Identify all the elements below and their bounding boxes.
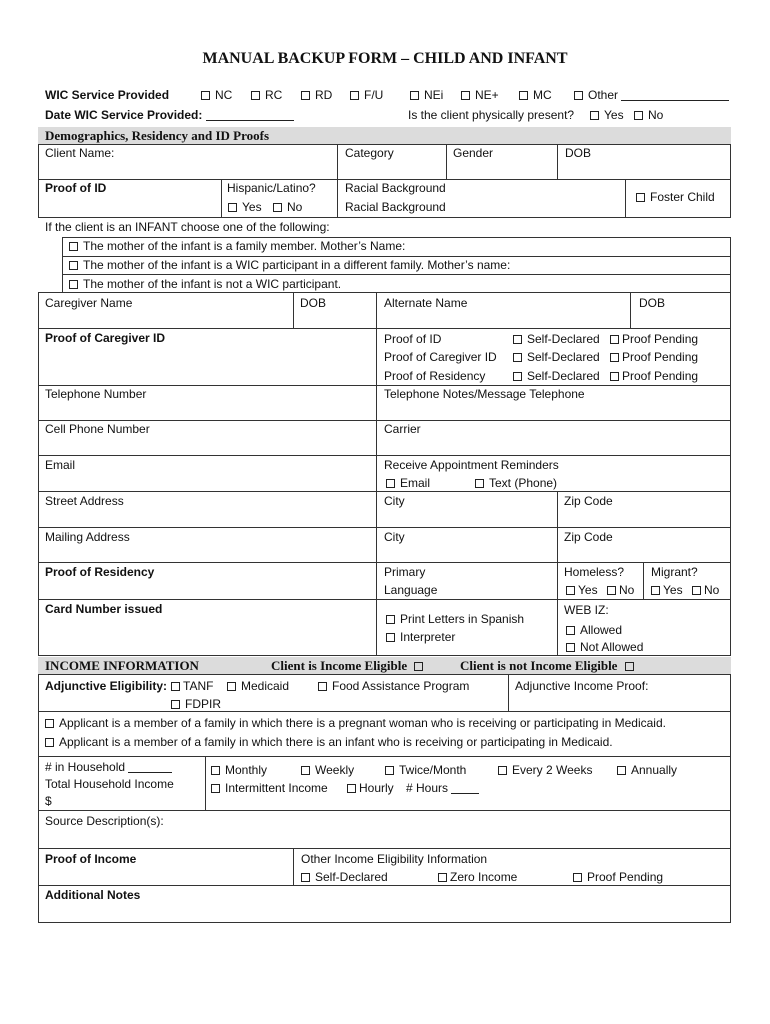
infant-option-text: The mother of the infant is not a WIC participant. [83,277,342,291]
checkbox-icon [566,626,575,635]
self-declared-label: Self-Declared [527,332,600,346]
checkbox-icon [414,662,423,671]
date-service-text: Date WIC Service Provided: [45,108,203,122]
household-label: # in Household [45,760,126,774]
other-info-label: Other Income Eligibility Information [301,852,488,866]
checkbox-icon [386,633,395,642]
racial-background-1[interactable]: Racial Background [345,181,446,195]
fdpir-label: FDPIR [185,697,221,711]
twice-month-checkbox[interactable] [385,763,466,778]
checkbox-icon [69,280,78,289]
checkbox-icon [171,700,180,709]
wic-other-label: Other [588,88,619,102]
gender-label[interactable]: Gender [453,146,494,160]
tanf-label: TANF [183,679,214,693]
zero-income-label: Zero Income [450,870,518,884]
reminder-text-checkbox[interactable] [475,476,557,491]
zero-income-checkbox[interactable] [438,870,517,885]
city-label[interactable]: City [384,494,405,508]
income-eligible-label: Client is Income Eligible [271,658,408,673]
email-label[interactable]: Email [45,458,76,472]
date-service-label [45,108,294,123]
intermittent-checkbox[interactable] [211,781,328,796]
racial-background-2[interactable]: Racial Background [345,200,446,214]
wic-nei-label: NEi [424,88,444,102]
caregiver-name-label[interactable]: Caregiver Name [45,296,133,310]
wic-service-label: WIC Service Provided [45,88,170,102]
caregiver-dob-label[interactable]: DOB [300,296,327,310]
wic-rd-label: RD [315,88,333,102]
proof-pending-label: Proof Pending [622,350,699,364]
proof-residency-pending[interactable] [610,369,698,384]
no-label: No [704,583,720,597]
proof-residency-label[interactable]: Proof of Residency [45,565,155,579]
member-pregnant-checkbox[interactable] [45,716,666,731]
foster-child-label: Foster Child [650,190,715,204]
weekly-checkbox[interactable] [301,763,354,778]
income-proof-pending-checkbox[interactable] [573,870,663,885]
migrant-yes-checkbox[interactable] [651,583,683,598]
checkbox-icon [410,91,419,100]
hourly-label: Hourly [359,781,394,795]
twice-month-label: Twice/Month [399,763,467,777]
mailing-zip-label[interactable]: Zip Code [564,530,613,544]
telephone-label[interactable]: Telephone Number [45,387,147,401]
checkbox-icon [69,261,78,270]
checkbox-icon [513,353,522,362]
checkbox-icon [301,91,310,100]
telephone-notes-label[interactable]: Telephone Notes/Message Telephone [384,387,585,401]
checkbox-icon [590,111,599,120]
other-blank[interactable] [621,89,729,101]
checkbox-icon [301,873,310,882]
checkbox-icon [610,335,619,344]
checkbox-icon [69,242,78,251]
wic-fu-checkbox[interactable] [350,88,383,103]
page-title: MANUAL BACKUP FORM – CHILD AND INFANT [202,50,568,67]
homeless-yes-checkbox[interactable] [566,583,598,598]
alternate-name-label[interactable]: Alternate Name [384,296,468,310]
adjunctive-proof-label[interactable]: Adjunctive Income Proof: [515,679,649,693]
monthly-checkbox[interactable] [211,763,267,778]
income-heading: INCOME INFORMATION [45,658,199,673]
interpreter-checkbox[interactable] [386,630,455,645]
checkbox-icon [610,372,619,381]
intermittent-label: Intermittent Income [225,781,328,795]
present-no-checkbox[interactable] [634,108,663,123]
checkbox-icon [461,91,470,100]
source-description-label[interactable]: Source Description(s): [45,814,164,828]
checkbox-icon [475,479,484,488]
language-label[interactable]: Language [384,583,438,597]
no-label: No [648,108,664,122]
proof-residency-self-declared[interactable] [513,369,600,384]
proof-id-pending[interactable] [610,332,698,347]
checkbox-icon [45,719,54,728]
demographics-heading: Demographics, Residency and ID Proofs [45,128,270,143]
proof-pending-label: Proof Pending [622,369,699,383]
checkbox-icon [45,738,54,747]
tanf-checkbox[interactable] [171,679,213,694]
checkbox-icon [498,766,507,775]
proof-id-self-declared[interactable] [513,332,600,347]
mailing-city-label[interactable]: City [384,530,405,544]
checkbox-icon [211,766,220,775]
checkbox-icon [610,353,619,362]
infant-option-not-participant[interactable] [69,277,341,292]
category-label[interactable]: Category [345,146,394,160]
checkbox-icon [566,643,575,652]
checkbox-icon [566,586,575,595]
migrant-label: Migrant? [651,565,698,579]
checkbox-icon [228,203,237,212]
proof-caregiver-id-label[interactable]: Proof of Caregiver ID [45,331,166,345]
hispanic-no-checkbox[interactable] [273,200,302,215]
wic-fu-label: F/U [364,88,384,102]
street-address-label[interactable]: Street Address [45,494,124,508]
household-blank[interactable] [128,761,172,773]
zip-label[interactable]: Zip Code [564,494,613,508]
date-service-blank[interactable] [206,109,294,121]
checkbox-icon [651,586,660,595]
wic-mc-checkbox[interactable] [519,88,552,103]
hours-field[interactable] [406,781,479,796]
fdpir-checkbox[interactable] [171,697,221,712]
checkbox-icon [636,193,645,202]
wic-mc-label: MC [533,88,552,102]
proof-of-id-label[interactable]: Proof of ID [45,181,107,195]
additional-notes-label[interactable]: Additional Notes [45,888,141,902]
client-name-label[interactable]: Client Name: [45,146,115,160]
income-eligible-checkbox[interactable] [271,658,428,673]
checkbox-icon [211,784,220,793]
web-iz-not-allowed-checkbox[interactable] [566,640,643,655]
member-infant-label: Applicant is a member of a family in which there is an infant who is receiving or participating in Medicaid. [59,735,613,749]
checkbox-icon [301,766,310,775]
checkbox-icon [573,873,582,882]
self-declared-label: Self-Declared [527,369,600,383]
dollar-sign[interactable]: $ [45,794,52,808]
wic-ne-plus-checkbox[interactable] [461,88,499,103]
yes-label: Yes [663,583,683,597]
checkbox-icon [201,91,210,100]
checkbox-icon [251,91,260,100]
interpreter-label: Interpreter [400,630,456,644]
wic-ne-plus-label: NE+ [475,88,499,102]
adjunctive-label: Adjunctive Eligibility: [45,679,168,693]
annually-checkbox[interactable] [617,763,677,778]
checkbox-icon [227,682,236,691]
checkbox-icon [386,615,395,624]
weekly-label: Weekly [315,763,355,777]
checkbox-icon [574,91,583,100]
checkbox-icon [350,91,359,100]
proof-row-caregiver-id: Proof of Caregiver ID [384,350,497,364]
infant-option-family-member[interactable] [69,239,405,254]
cell-phone-label[interactable]: Cell Phone Number [45,422,150,436]
proof-pending-label: Proof Pending [587,870,664,884]
proof-caregiver-self-declared[interactable] [513,350,600,365]
wic-rc-checkbox[interactable] [251,88,282,103]
wic-nei-checkbox[interactable] [410,88,443,103]
print-spanish-checkbox[interactable] [386,612,524,627]
allowed-label: Allowed [580,623,623,637]
card-number-label[interactable]: Card Number issued [45,602,163,616]
checkbox-icon [438,873,447,882]
infant-option-text: The mother of the infant is a family member. Mother’s Name: [83,239,406,253]
no-label: No [619,583,635,597]
present-yes-checkbox[interactable] [590,108,624,123]
checkbox-icon [318,682,327,691]
proof-caregiver-pending[interactable] [610,350,698,365]
checkbox-icon [273,203,282,212]
medicaid-label: Medicaid [241,679,290,693]
monthly-label: Monthly [225,763,268,777]
total-income-label: Total Household Income [45,777,174,791]
yes-label: Yes [242,200,262,214]
reminder-text-label: Text (Phone) [489,476,558,490]
reminder-email-label: Email [400,476,431,490]
income-not-eligible-label: Client is not Income Eligible [460,658,618,673]
checkbox-icon [625,662,634,671]
proof-of-income-label[interactable]: Proof of Income [45,852,137,866]
reminders-label: Receive Appointment Reminders [384,458,559,472]
checkbox-icon [171,682,180,691]
hours-label: # Hours [406,781,449,795]
hours-blank[interactable] [451,782,479,794]
member-pregnant-label: Applicant is a member of a family in which there is a pregnant woman who is receiving or participating in Medicaid. [59,716,666,730]
food-assistance-label: Food Assistance Program [332,679,470,693]
infant-option-different-family[interactable] [69,258,510,273]
checkbox-icon [513,372,522,381]
no-label: No [287,200,303,214]
wic-other-checkbox[interactable] [574,88,729,103]
homeless-no-checkbox[interactable] [607,583,634,598]
reminder-email-checkbox[interactable] [386,476,430,491]
household-count[interactable] [45,760,172,775]
proof-pending-label: Proof Pending [622,332,699,346]
web-iz-label: WEB IZ: [564,603,609,617]
yes-label: Yes [604,108,624,122]
alternate-dob-label[interactable]: DOB [639,296,666,310]
carrier-label[interactable]: Carrier [384,422,421,436]
checkbox-icon [692,586,701,595]
self-declared-label: Self-Declared [315,870,388,884]
member-infant-checkbox[interactable] [45,735,613,750]
wic-nc-checkbox[interactable] [201,88,232,103]
every-2-weeks-label: Every 2 Weeks [512,763,593,777]
wic-rd-checkbox[interactable] [301,88,332,103]
wic-rc-label: RC [265,88,283,102]
print-spanish-label: Print Letters in Spanish [400,612,525,626]
income-not-eligible-checkbox[interactable] [460,658,639,673]
mailing-address-label[interactable]: Mailing Address [45,530,130,544]
checkbox-icon [347,784,356,793]
primary-label: Primary [384,565,426,579]
self-declared-label: Self-Declared [527,350,600,364]
yes-label: Yes [578,583,598,597]
foster-child-checkbox[interactable] [636,190,715,205]
checkbox-icon [386,479,395,488]
checkbox-icon [607,586,616,595]
annually-label: Annually [631,763,678,777]
checkbox-icon [634,111,643,120]
medicaid-checkbox[interactable] [227,679,289,694]
infant-option-text: The mother of the infant is a WIC participant in a different family. Mother’s name: [83,258,511,272]
checkbox-icon [617,766,626,775]
checkbox-icon [385,766,394,775]
client-dob-label[interactable]: DOB [565,146,592,160]
checkbox-icon [513,335,522,344]
proof-row-residency: Proof of Residency [384,369,486,383]
checkbox-icon [519,91,528,100]
migrant-no-checkbox[interactable] [692,583,719,598]
income-self-declared-checkbox[interactable] [301,870,388,885]
food-assistance-checkbox[interactable] [318,679,469,694]
homeless-label: Homeless? [564,565,625,579]
infant-prompt: If the client is an INFANT choose one of the following: [45,220,330,234]
hispanic-label: Hispanic/Latino? [227,181,316,195]
hispanic-yes-checkbox[interactable] [228,200,262,215]
every-2-weeks-checkbox[interactable] [498,763,592,778]
present-question: Is the client physically present? [408,108,575,122]
not-allowed-label: Not Allowed [580,640,644,654]
wic-nc-label: NC [215,88,233,102]
proof-row-id: Proof of ID [384,332,442,346]
hourly-checkbox[interactable] [347,781,394,796]
web-iz-allowed-checkbox[interactable] [566,623,622,638]
